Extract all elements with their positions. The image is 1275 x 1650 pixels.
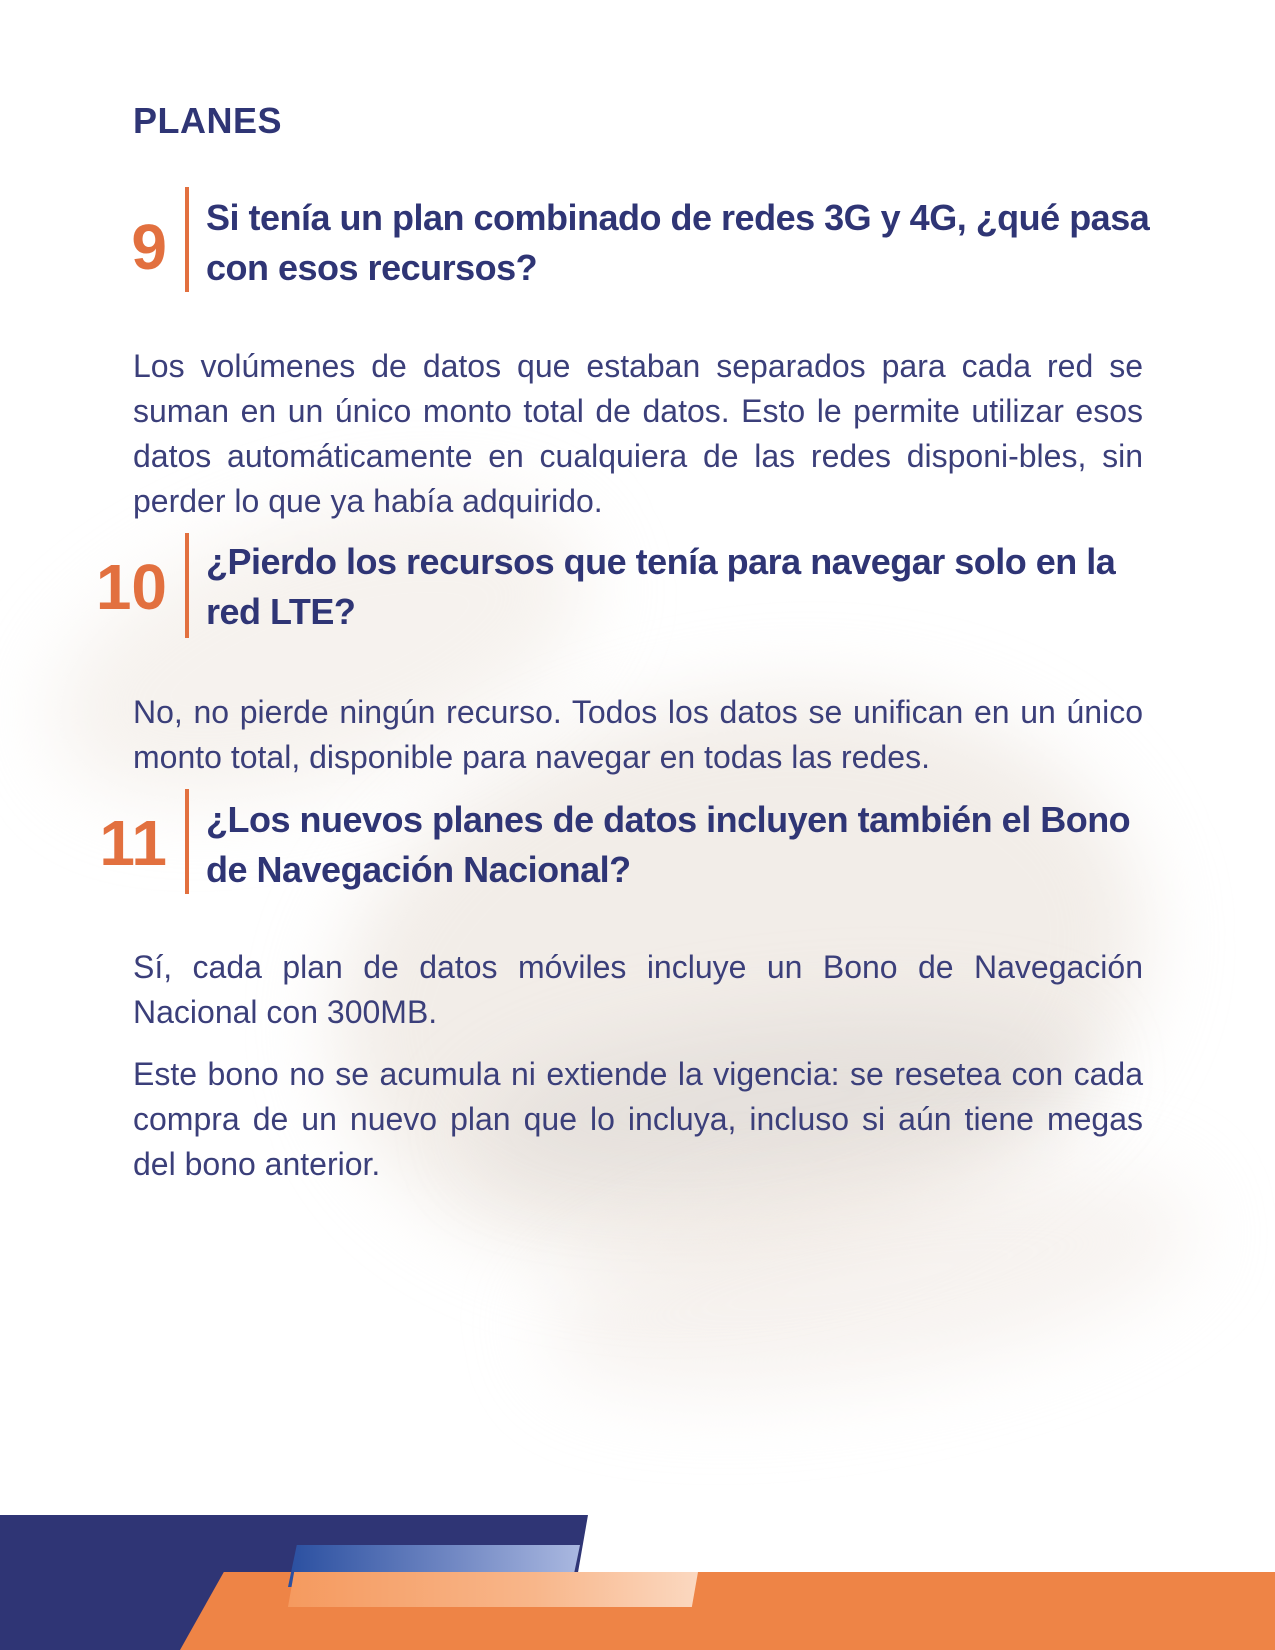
- question-divider: [185, 789, 189, 894]
- question-number: 10: [95, 551, 167, 623]
- question-divider: [185, 187, 189, 292]
- question-text: ¿Pierdo los recursos que tenía para navegar solo en la red LTE?: [206, 541, 1116, 632]
- answer-text: Sí, cada plan de datos móviles incluye un Bono de Navegación Nacional con 300MB.: [133, 949, 1143, 1030]
- question-divider: [185, 533, 189, 638]
- question-text: ¿Los nuevos planes de datos incluyen también el Bono de Navegación Nacional?: [206, 799, 1131, 890]
- section-title: PLANES: [133, 100, 283, 141]
- answer-text: No, no pierde ningún recurso. Todos los datos se unifican en un único monto total, disponible para navegar en todas las redes.: [133, 694, 1143, 775]
- footer-decoration: [0, 1515, 1275, 1650]
- question-text: Si tenía un plan combinado de redes 3G y 4G, ¿qué pasa con esos recursos?: [206, 197, 1150, 288]
- answer-text: Este bono no se acumula ni extiende la vigencia: se resetea con cada compra de un nuevo plan que lo incluya, incluso si aún tiene megas del bono anterior.: [133, 1056, 1143, 1182]
- answer-text: Los volúmenes de datos que estaban separados para cada red se suman en un único monto total de datos. Esto le permite utilizar esos datos automáticamente en cualquiera de las redes disponi-bles, sin perder lo que ya había adquirido.: [133, 348, 1143, 519]
- question-number: 11: [99, 807, 167, 879]
- footer-light-orange-stripe: [288, 1572, 698, 1607]
- question-number: 9: [131, 211, 167, 283]
